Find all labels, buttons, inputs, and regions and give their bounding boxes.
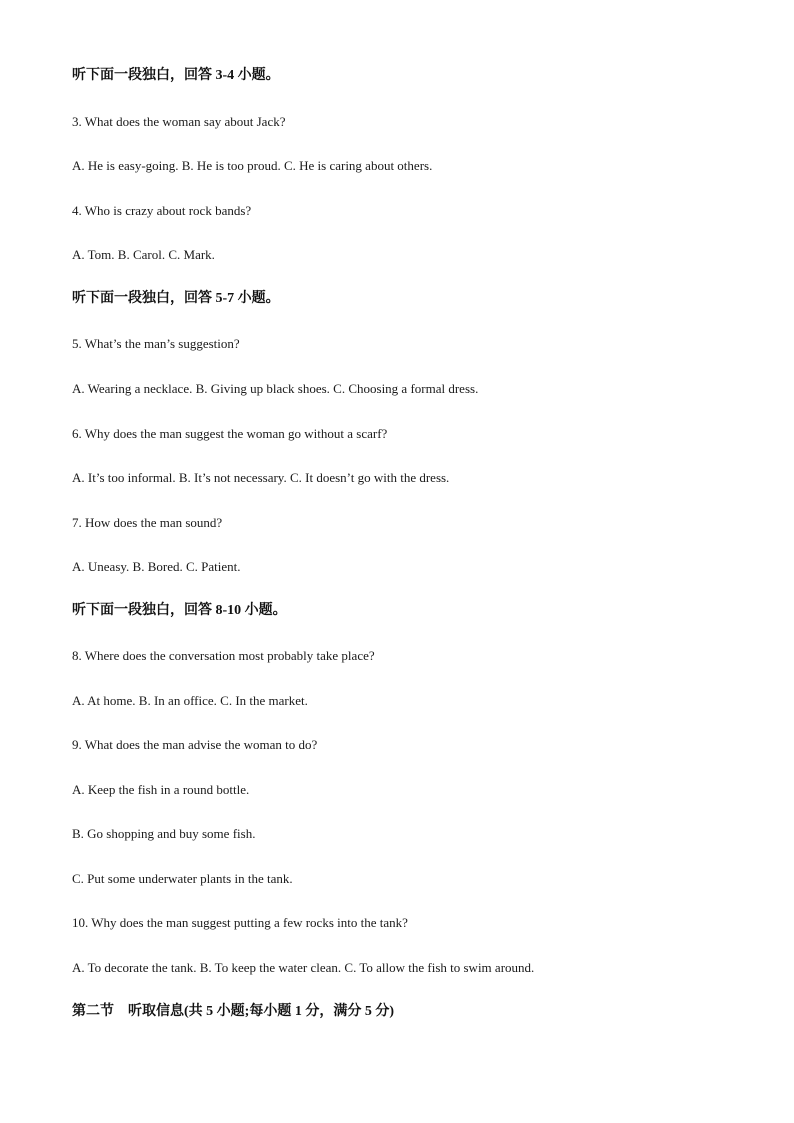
question-5: 5. What’s the man’s suggestion? [72, 336, 240, 351]
part-two-heading: 第二节 听取信息(共 5 小题;每小题 1 分，满分 5 分) [72, 1004, 394, 1019]
question-9-option-a: A. Keep the fish in a round bottle. [72, 782, 250, 797]
question-5-options: A. Wearing a necklace. B. Giving up black shoes. C. Choosing a formal dress. [72, 381, 479, 396]
question-6: 6. Why does the man suggest the woman go without a scarf? [72, 426, 388, 441]
question-6-options: A. It’s too informal. B. It’s not necessary. C. It doesn’t go with the dress. [72, 470, 450, 485]
question-9-option-b: B. Go shopping and buy some fish. [72, 826, 256, 841]
question-3-options: A. He is easy-going. B. He is too proud. C. He is caring about others. [72, 158, 433, 173]
question-9: 9. What does the man advise the woman to do? [72, 737, 318, 752]
section-heading-8-10: 听下面一段独白，回答 8-10 小题。 [72, 603, 287, 618]
question-7: 7. How does the man sound? [72, 515, 223, 530]
section-heading-5-7: 听下面一段独白，回答 5-7 小题。 [72, 291, 280, 306]
section-heading-3-4: 听下面一段独白，回答 3-4 小题。 [72, 68, 280, 83]
question-7-options: A. Uneasy. B. Bored. C. Patient. [72, 559, 241, 574]
question-9-option-c: C. Put some underwater plants in the tank. [72, 871, 293, 886]
question-10: 10. Why does the man suggest putting a few rocks into the tank? [72, 915, 408, 930]
question-4-options: A. Tom. B. Carol. C. Mark. [72, 247, 215, 262]
question-3: 3. What does the woman say about Jack? [72, 114, 286, 129]
question-10-options: A. To decorate the tank. B. To keep the water clean. C. To allow the fish to swim around. [72, 960, 535, 975]
question-8-options: A. At home. B. In an office. C. In the market. [72, 693, 308, 708]
question-4: 4. Who is crazy about rock bands? [72, 203, 252, 218]
question-8: 8. Where does the conversation most probably take place? [72, 648, 375, 663]
